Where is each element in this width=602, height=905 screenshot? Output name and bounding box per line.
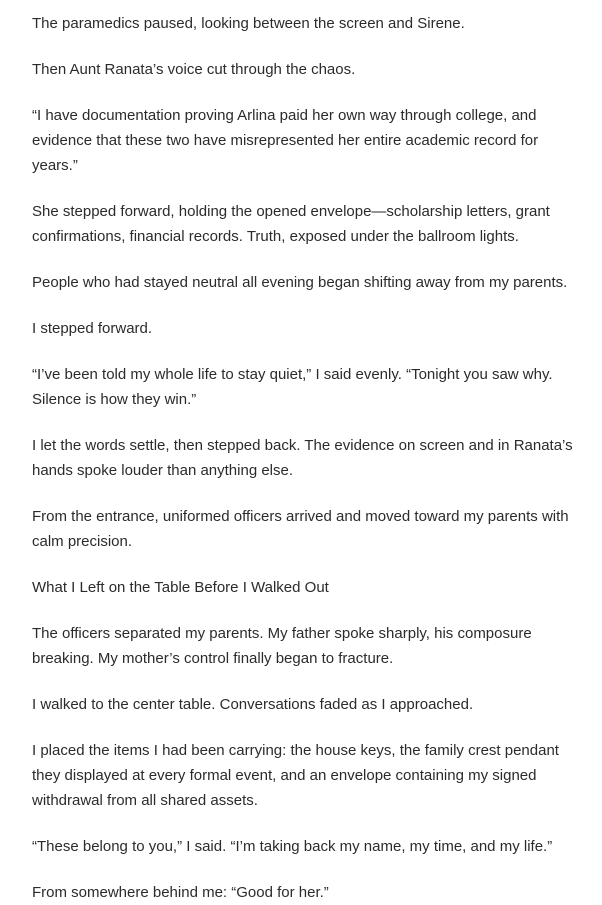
paragraph: “I’ve been told my whole life to stay quiet,” I said evenly. “Tonight you saw why. Silence is how they win.” xyxy=(32,366,553,408)
paragraph: “I have documentation proving Arlina paid her own way through college, and evidence that these two have misrepresented her entire academic record for years.” xyxy=(32,107,539,174)
paragraph: From the entrance, uniformed officers arrived and moved toward my parents with calm precision. xyxy=(32,508,569,550)
paragraph: The officers separated my parents. My father spoke sharply, his composure breaking. My mother’s control finally began to fracture. xyxy=(32,625,532,667)
paragraph: People who had stayed neutral all evening began shifting away from my parents. xyxy=(32,274,568,291)
article-body xyxy=(32,11,580,905)
paragraph: I walked to the center table. Conversations faded as I approached. xyxy=(32,696,474,713)
paragraph: I stepped forward. xyxy=(32,320,153,337)
paragraph: Then Aunt Ranata’s voice cut through the chaos. xyxy=(32,61,356,78)
section-heading: What I Left on the Table Before I Walked Out xyxy=(32,579,329,596)
paragraph: I placed the items I had been carrying: the house keys, the family crest pendant they displayed at every formal event, and an envelope containing my signed withdrawal from all shared assets. xyxy=(32,742,559,809)
paragraph: From somewhere behind me: “Good for her.” xyxy=(32,884,329,901)
paragraph: She stepped forward, holding the opened envelope—scholarship letters, grant confirmations, financial records. Truth, exposed under the ballroom lights. xyxy=(32,203,550,245)
paragraph: I let the words settle, then stepped back. The evidence on screen and in Ranata’s hands spoke louder than anything else. xyxy=(32,437,573,479)
paragraph: The paramedics paused, looking between the screen and Sirene. xyxy=(32,15,465,32)
paragraph: “These belong to you,” I said. “I’m taking back my name, my time, and my life.” xyxy=(32,838,553,855)
